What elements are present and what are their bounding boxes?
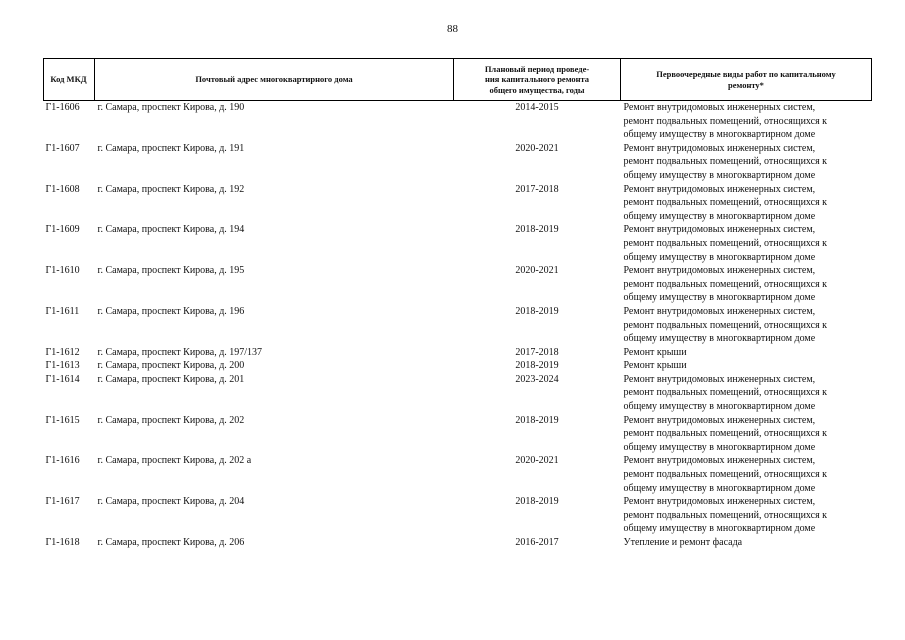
row-works-line: ремонт подвальных помещений, относящихся к: [623, 278, 828, 290]
row-works: [621, 454, 872, 495]
row-address: г. Самара, проспект Кирова, д. 196: [97, 305, 245, 317]
row-works-line: ремонт подвальных помещений, относящихся к: [623, 156, 828, 168]
row-period: 2016-2017: [515, 537, 559, 548]
row-works-line: ремонт подвальных помещений, относящихся к: [623, 469, 828, 481]
row-code: Г1-1607: [45, 142, 80, 154]
row-code: Г1-1615: [45, 414, 80, 426]
row-works: [621, 142, 872, 183]
row-works-line: Ремонт внутридомовых инженерных систем,: [623, 455, 816, 467]
row-works-line: Ремонт внутридомовых инженерных систем,: [623, 265, 816, 277]
row-code: Г1-1614: [45, 373, 80, 385]
row-period: 2018-2019: [515, 360, 559, 372]
row-works: [621, 101, 872, 142]
table-row: [44, 223, 872, 264]
header-address: Почтовый адрес многоквартирного дома: [95, 59, 454, 101]
row-address: г. Самара, проспект Кирова, д. 202 а: [97, 455, 252, 467]
row-works-line: общему имуществу в многоквартирном доме: [623, 210, 816, 222]
row-works-line: Ремонт крыши: [623, 346, 687, 358]
row-works-line: Ремонт внутридомовых инженерных систем,: [623, 183, 816, 195]
row-address: г. Самара, проспект Кирова, д. 206: [97, 537, 245, 548]
row-works: [621, 223, 872, 264]
header-row: [44, 59, 872, 101]
row-period: 2018-2019: [515, 414, 559, 426]
row-works-line: общему имуществу в многоквартирном доме: [623, 251, 816, 263]
row-works-line: Ремонт крыши: [623, 360, 687, 372]
table-row: [44, 101, 872, 142]
table-row: [44, 142, 872, 183]
page-number: 88: [447, 23, 458, 35]
row-works-line: общему имуществу в многоквартирном доме: [623, 333, 816, 345]
row-works-line: Ремонт внутридомовых инженерных систем,: [623, 496, 816, 508]
table-row: [44, 359, 872, 373]
row-works-line: Ремонт внутридомовых инженерных систем,: [623, 102, 816, 113]
row-works: [621, 264, 872, 305]
row-period: 2018-2019: [515, 496, 559, 508]
row-works-line: ремонт подвальных помещений, относящихся к: [623, 237, 828, 249]
header-period: [454, 59, 621, 101]
row-period: 2017-2018: [515, 346, 559, 358]
row-works: [621, 414, 872, 455]
row-works-line: Ремонт внутридомовых инженерных систем,: [623, 224, 816, 236]
row-code: Г1-1609: [45, 224, 80, 236]
row-period: 2014-2015: [515, 102, 559, 113]
row-works-line: ремонт подвальных помещений, относящихся к: [623, 197, 828, 209]
table-row: [44, 454, 872, 495]
row-period: 2018-2019: [515, 305, 559, 317]
row-works-line: ремонт подвальных помещений, относящихся к: [623, 115, 828, 127]
row-address: г. Самара, проспект Кирова, д. 190: [97, 102, 245, 113]
row-works-line: общему имуществу в многоквартирном доме: [623, 129, 816, 141]
row-works-line: общему имуществу в многоквартирном доме: [623, 292, 816, 304]
row-address: г. Самара, проспект Кирова, д. 200: [97, 360, 245, 372]
table-row: [44, 495, 872, 536]
row-code: Г1-1610: [45, 265, 80, 277]
row-works: [621, 536, 872, 550]
table-row: [44, 183, 872, 224]
row-works: [621, 495, 872, 536]
row-code: Г1-1612: [45, 346, 80, 358]
repair-schedule-table: [43, 58, 872, 550]
row-code: Г1-1618: [45, 537, 80, 548]
header-works: [621, 59, 872, 101]
table-row: [44, 305, 872, 346]
row-works-line: Ремонт внутридомовых инженерных систем,: [623, 142, 816, 154]
row-period: 2020-2021: [515, 142, 559, 154]
row-works: [621, 359, 872, 373]
header-period-line: Плановый период проведе-: [484, 63, 590, 74]
header-period-line: ния капитального ремонта: [484, 74, 590, 85]
row-address: г. Самара, проспект Кирова, д. 201: [97, 373, 245, 385]
row-period: 2020-2021: [515, 455, 559, 467]
row-address: г. Самара, проспект Кирова, д. 195: [97, 265, 245, 277]
header-works-line: ремонту*: [728, 79, 764, 90]
row-address: г. Самара, проспект Кирова, д. 194: [97, 224, 245, 236]
row-period: 2020-2021: [515, 265, 559, 277]
row-works-line: ремонт подвальных помещений, относящихся к: [623, 387, 828, 399]
row-works-line: ремонт подвальных помещений, относящихся к: [623, 319, 828, 331]
row-works-line: Утепление и ремонт фасада: [623, 537, 743, 548]
header-code: Код МКД: [44, 59, 95, 101]
header-works-line: Первоочередные виды работ по капитальному: [656, 69, 836, 79]
table-body: [44, 101, 872, 550]
row-code: Г1-1617: [45, 496, 80, 508]
row-works: [621, 183, 872, 224]
table-row: [44, 536, 872, 550]
row-address: г. Самара, проспект Кирова, д. 197/137: [97, 346, 263, 358]
row-works: [621, 346, 872, 360]
row-works-line: ремонт подвальных помещений, относящихся к: [623, 428, 828, 440]
row-code: Г1-1613: [45, 360, 80, 372]
row-works-line: общему имуществу в многоквартирном доме: [623, 441, 816, 453]
row-works-line: общему имуществу в многоквартирном доме: [623, 482, 816, 494]
table-header: [44, 59, 872, 101]
row-address: г. Самара, проспект Кирова, д. 191: [97, 142, 245, 154]
row-code: Г1-1616: [45, 455, 80, 467]
row-address: г. Самара, проспект Кирова, д. 192: [97, 183, 245, 195]
header-period-line: общего имущества, годы: [489, 84, 585, 95]
row-works-line: общему имуществу в многоквартирном доме: [623, 169, 816, 181]
table-row: [44, 346, 872, 360]
row-period: 2018-2019: [515, 224, 559, 236]
table-row: [44, 264, 872, 305]
row-works: [621, 305, 872, 346]
row-period: 2017-2018: [515, 183, 559, 195]
row-works-line: Ремонт внутридомовых инженерных систем,: [623, 305, 816, 317]
row-code: Г1-1606: [45, 102, 80, 113]
row-works-line: общему имуществу в многоквартирном доме: [623, 523, 816, 535]
row-period: 2023-2024: [515, 373, 559, 385]
row-code: Г1-1611: [45, 305, 80, 317]
row-works: [621, 373, 872, 414]
row-works-line: Ремонт внутридомовых инженерных систем,: [623, 373, 816, 385]
row-address: г. Самара, проспект Кирова, д. 204: [97, 496, 245, 508]
row-works-line: Ремонт внутридомовых инженерных систем,: [623, 414, 816, 426]
table-row: [44, 373, 872, 414]
row-works-line: общему имуществу в многоквартирном доме: [623, 401, 816, 413]
row-address: г. Самара, проспект Кирова, д. 202: [97, 414, 245, 426]
row-code: Г1-1608: [45, 183, 80, 195]
table-row: [44, 414, 872, 455]
row-works-line: ремонт подвальных помещений, относящихся к: [623, 509, 828, 521]
